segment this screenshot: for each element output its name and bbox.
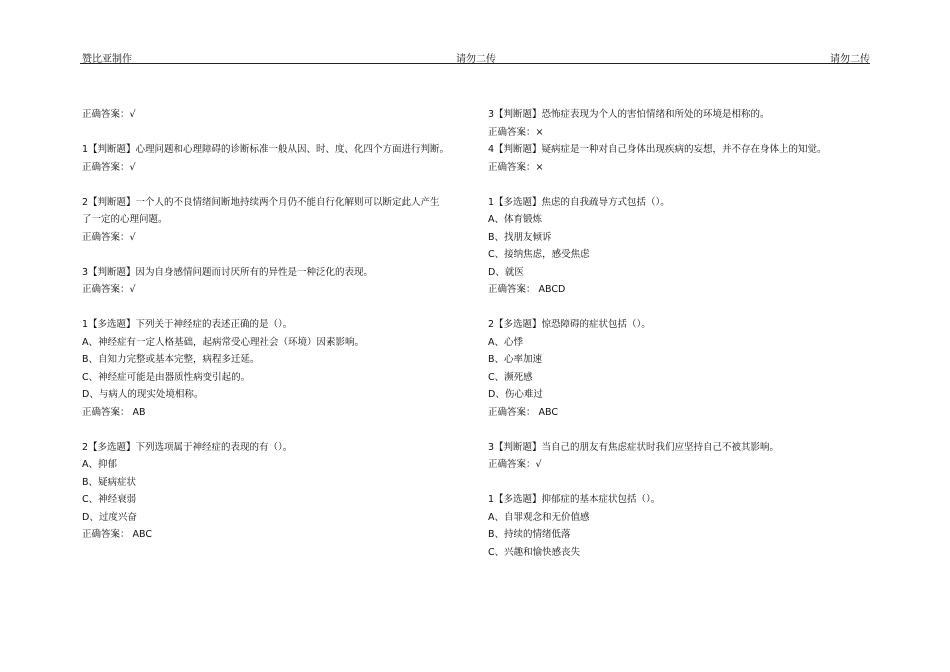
spacer — [488, 421, 868, 439]
option-line: C、接纳焦虑，感受焦虑 — [488, 249, 590, 260]
answer-line: 正确答案：√ — [82, 109, 136, 120]
option-line: A、自罪观念和无价值感 — [488, 511, 590, 523]
answer-line: 正确答案： AB — [82, 406, 146, 418]
answer-line: 正确答案：√ — [82, 284, 136, 295]
option-line: A、心悸 — [488, 336, 523, 348]
question-line: 3【判断题】恐怖症表现为个人的害怕情绪和所处的环境是相称的。 — [488, 109, 770, 120]
answer-line: 正确答案：√ — [82, 231, 136, 243]
option-line: A、体育锻炼 — [488, 214, 542, 225]
answer-line: 正确答案： ABC — [82, 529, 153, 540]
question-line: 2【判断题】一个人的不良情绪间断地持续两个月仍不能自行化解则可以断定此人产生 — [82, 196, 440, 208]
option-line: C、濒死感 — [488, 371, 533, 383]
answer-line: 正确答案：√ — [488, 459, 542, 470]
answer-line: 正确答案：× — [488, 126, 544, 138]
spacer — [82, 124, 467, 142]
spacer — [488, 176, 868, 194]
spacer — [82, 421, 467, 439]
header-center: 请勿二传 — [456, 54, 496, 65]
question-line: 2【多选题】下列选项属于神经症的表现的有（）。 — [82, 441, 293, 453]
question-line: 3【判断题】因为自身感情问题而讨厌所有的异性是一种泛化的表现。 — [82, 266, 374, 278]
question-line-cont: 了一定的心理问题。 — [82, 214, 168, 225]
option-line: D、就医 — [488, 266, 524, 278]
header-divider — [80, 63, 870, 64]
right-column — [488, 106, 868, 561]
option-line: C、神经衰弱 — [82, 494, 137, 505]
answer-line: 正确答案：√ — [82, 161, 136, 173]
option-line: C、神经症可能是由器质性病变引起的。 — [82, 371, 251, 383]
option-line: B、自知力完整或基本完整，病程多迁延。 — [82, 354, 260, 365]
question-line: 4【判断题】疑病症是一种对自己身体出现疾病的妄想，并不存在身体上的知觉。 — [488, 144, 827, 155]
option-line: A、神经症有一定人格基础，起病常受心理社会（环境）因素影响。 — [82, 336, 364, 348]
spacer — [488, 474, 868, 492]
option-line: B、持续的情绪低落 — [488, 529, 571, 540]
option-line: D、过度兴奋 — [82, 511, 137, 523]
question-line: 1【多选题】抑郁症的基本症状包括（）。 — [488, 494, 661, 505]
option-line: B、疑病症状 — [82, 476, 137, 488]
option-line: A、抑郁 — [82, 459, 117, 470]
spacer — [82, 299, 467, 317]
question-line: 3【判断题】当自己的朋友有焦虑症状时我们应坚持自己不被其影响。 — [488, 441, 780, 453]
option-line: C、兴趣和愉快感丧失 — [488, 546, 581, 558]
header-right: 请勿二传 — [830, 54, 870, 65]
spacer — [488, 299, 868, 317]
option-line: B、心率加速 — [488, 354, 543, 365]
spacer — [82, 246, 467, 264]
question-line: 1【判断题】心理问题和心理障碍的诊断标准一般从因、时、度、化四个方面进行判断。 — [82, 144, 450, 155]
left-column — [82, 106, 467, 544]
question-line: 1【多选题】下列关于神经症的表述正确的是（）。 — [82, 319, 293, 330]
option-line: B、找朋友倾诉 — [488, 231, 552, 243]
option-line: D、伤心难过 — [488, 389, 543, 400]
option-line: D、与病人的现实处境相称。 — [82, 389, 204, 400]
question-line: 1【多选题】焦虑的自我疏导方式包括（）。 — [488, 196, 670, 208]
spacer — [82, 176, 467, 194]
answer-line: 正确答案：× — [488, 161, 544, 173]
answer-line: 正确答案： ABCD — [488, 284, 566, 295]
answer-line: 正确答案： ABC — [488, 406, 559, 418]
question-line: 2【多选题】惊恐障碍的症状包括（）。 — [488, 319, 651, 330]
header-left: 赞比亚制作 — [82, 54, 132, 65]
